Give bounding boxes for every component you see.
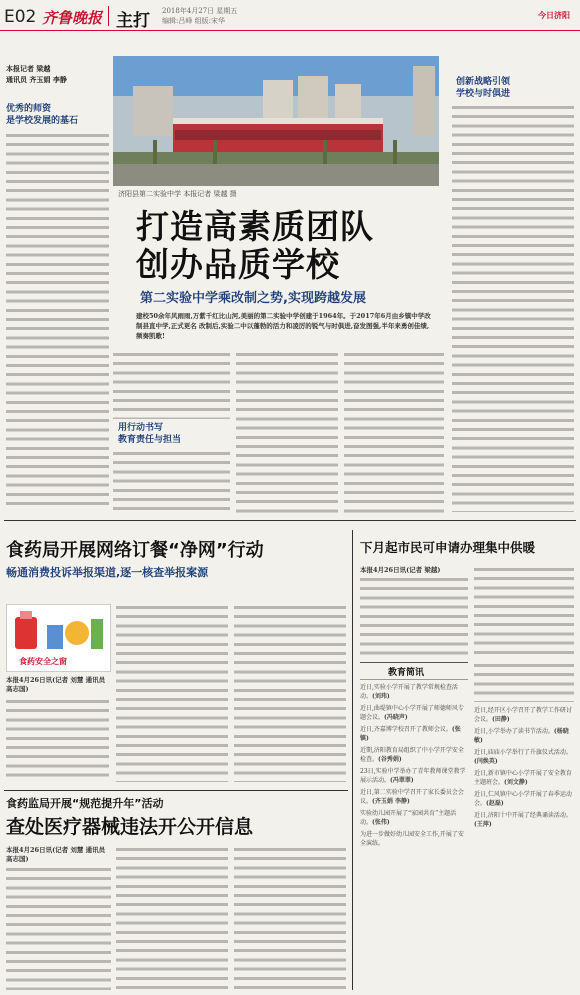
news-brief-credit: (田静) (492, 716, 510, 723)
column-tag: 今日济阳 (538, 11, 570, 20)
right-subhead-2: 学校与时俱进 (456, 89, 511, 99)
story4-col3-text (234, 846, 346, 990)
news-brief-item (474, 790, 574, 808)
story2-col1-text (6, 698, 109, 782)
mid-subhead-2: 教育责任与担当 (118, 435, 182, 445)
story3-col2-text (474, 566, 574, 656)
news-brief-item (360, 746, 468, 764)
school-photo (113, 56, 439, 186)
news-brief-list-b (474, 662, 574, 832)
mid-col3-text (344, 351, 444, 513)
mid-subhead-1: 用行动书写 (118, 423, 164, 433)
news-brief-text: 近日,济阳十中开展了经典诵读活动。 (474, 812, 572, 819)
mid-col2-text (236, 351, 338, 513)
news-brief-credit: (闫焕英) (474, 758, 498, 765)
news-brief-list-a (360, 683, 468, 851)
masthead (0, 0, 580, 31)
right-body-text (452, 104, 574, 512)
news-brief-credit: (杨晓敏) (474, 728, 569, 744)
mid-col1-text (113, 351, 230, 419)
masthead-divider (108, 6, 109, 26)
news-brief-item (474, 769, 574, 787)
news-brief-item (360, 830, 468, 848)
story4-kicker: 食药监局开展“规范提升年”活动 (6, 797, 164, 810)
story2-subheadline: 畅通消费投诉举报渠道,逐一核查举报案源 (6, 566, 209, 579)
news-brief-credit: (齐玉娟 李静) (372, 798, 410, 805)
story3-col2-continued (474, 662, 574, 702)
news-brief-item (474, 811, 574, 829)
section-divider-1 (4, 520, 576, 521)
headline-line-1: 打造高素质团队 (136, 207, 374, 246)
news-brief-credit: (赵磊) (486, 800, 504, 807)
news-brief-text: 近日,小学举办了读书节活动。 (474, 728, 554, 735)
news-brief-credit: (谷秀娟) (378, 756, 402, 763)
food-safety-illustration (7, 605, 110, 655)
story4-byline: 本报4月26日讯(记者 刘慧 通讯员 高志国) (6, 846, 106, 863)
news-brief-credit: (冯翠翠) (390, 777, 414, 784)
news-brief-text: 近日,新市镇中心小学开展了安全教育主题班会。 (474, 770, 572, 786)
news-brief-text: 为进一步做好幼儿园安全工作,开展了安全演练。 (360, 831, 464, 847)
date-line: 2018年4月27日 星期五 (162, 7, 238, 15)
news-brief-item (360, 767, 468, 785)
news-brief-text: 近日,庙庙小学举行了升旗仪式活动。 (474, 749, 572, 756)
page-number: E02 (4, 7, 37, 27)
paper-name: 齐鲁晚报 (42, 9, 103, 27)
news-brief-title: 教育简讯 (388, 668, 425, 678)
left-subhead-1: 优秀的师资 (6, 104, 52, 114)
news-brief-text: 23日,实验中学举办了青年教师课堂教学展示活动。 (360, 768, 466, 784)
mid-col1b-text (113, 450, 230, 512)
story3-headline: 下月起市民可申请办理集中供暖 (360, 540, 536, 555)
news-brief-credit: (王萍) (474, 821, 492, 828)
editor-line: 编辑:吕峰 组版:宋华 (162, 17, 225, 25)
story4-col2-text (116, 846, 228, 990)
story2-byline: 本报4月26日讯(记者 刘慧 通讯员 高志国) (6, 676, 106, 693)
news-brief-item (360, 725, 468, 743)
news-brief-item (474, 748, 574, 766)
story2-headline: 食药局开展网络订餐“净网”行动 (6, 540, 264, 561)
lede-text: 建校50余年风雨雨,万紫千红比山河,美丽的第二实验中学创建于1964年。于2017年6月由乡镇中学改制县直中学,正式更名 改制后,实验二中以蓬勃的活力和凌厉的锐气与时俱进,奋发图强,半年来勇创佳绩,频奏凯歌! (136, 312, 431, 340)
news-brief-text: 近日,仁风镇中心小学开展了春季运动会。 (474, 791, 572, 807)
headline-line-2: 创办品质学校 (136, 245, 340, 284)
news-brief-rule (360, 679, 468, 680)
news-brief-credit: (张镇) (360, 726, 461, 742)
news-brief-box (360, 662, 468, 991)
news-brief-text: 近期,济阳教育局组织了中小学开学安全检查。 (360, 747, 464, 763)
news-brief-credit: (刘玮) (372, 693, 390, 700)
food-safety-logo (6, 604, 111, 672)
news-brief-text: 实验幼儿园开展了“家园共育”主题活动。 (360, 810, 457, 826)
news-brief-item (360, 704, 468, 722)
story2-col3-text (234, 604, 346, 782)
news-brief-credit: (冯晓声) (384, 714, 408, 721)
vertical-divider (352, 530, 353, 990)
subheadline: 第二实验中学乘改制之势,实现跨越发展 (140, 291, 366, 306)
right-subhead-1: 创新战略引领 (456, 77, 511, 87)
top-byline-1: 本报记者 梁越 (6, 64, 51, 73)
news-brief-text: 近日,第二实验中学召开了家长委员会会议。 (360, 789, 464, 805)
section-name: 主打 (116, 11, 150, 31)
school-photo-illustration (113, 56, 439, 186)
news-brief-text: 近日,曲堤镇中心小学开展了师德师风专题会议。 (360, 705, 464, 721)
photo-caption: 济阳县第二实验中学 本报记者 梁越 摄 (118, 190, 237, 198)
news-brief-item (360, 683, 468, 701)
news-brief-text: 近日,经开区小学召开了教学工作研讨会议。 (474, 707, 572, 723)
story4-col1-text (6, 866, 111, 990)
left-subhead-2: 是学校发展的基石 (6, 116, 79, 126)
top-byline-2: 通讯员 齐玉娟 李静 (6, 75, 67, 84)
news-brief-credit: (张伟) (372, 819, 390, 826)
section-divider-2 (4, 790, 348, 791)
food-safety-logo-text: 食药安全之窗 (19, 657, 67, 666)
left-body-text (6, 132, 109, 510)
news-brief-item (360, 809, 468, 827)
news-brief-text: 近日,齐嘉博学校召开了教师会议。 (360, 726, 452, 733)
news-brief-item (360, 788, 468, 806)
story4-headline: 查处医疗器械违法开公开信息 (6, 816, 254, 838)
story3-byline: 本报4月26日讯(记者 梁越) (360, 566, 441, 574)
news-brief-item (474, 727, 574, 745)
story2-col2-text (116, 604, 228, 782)
news-brief-text: 近日,实验小学开展了教学常规检查活动。 (360, 684, 458, 700)
news-brief-item (474, 706, 574, 724)
story3-col1-text (360, 576, 468, 656)
news-brief-credit: (刘文静) (504, 779, 528, 786)
